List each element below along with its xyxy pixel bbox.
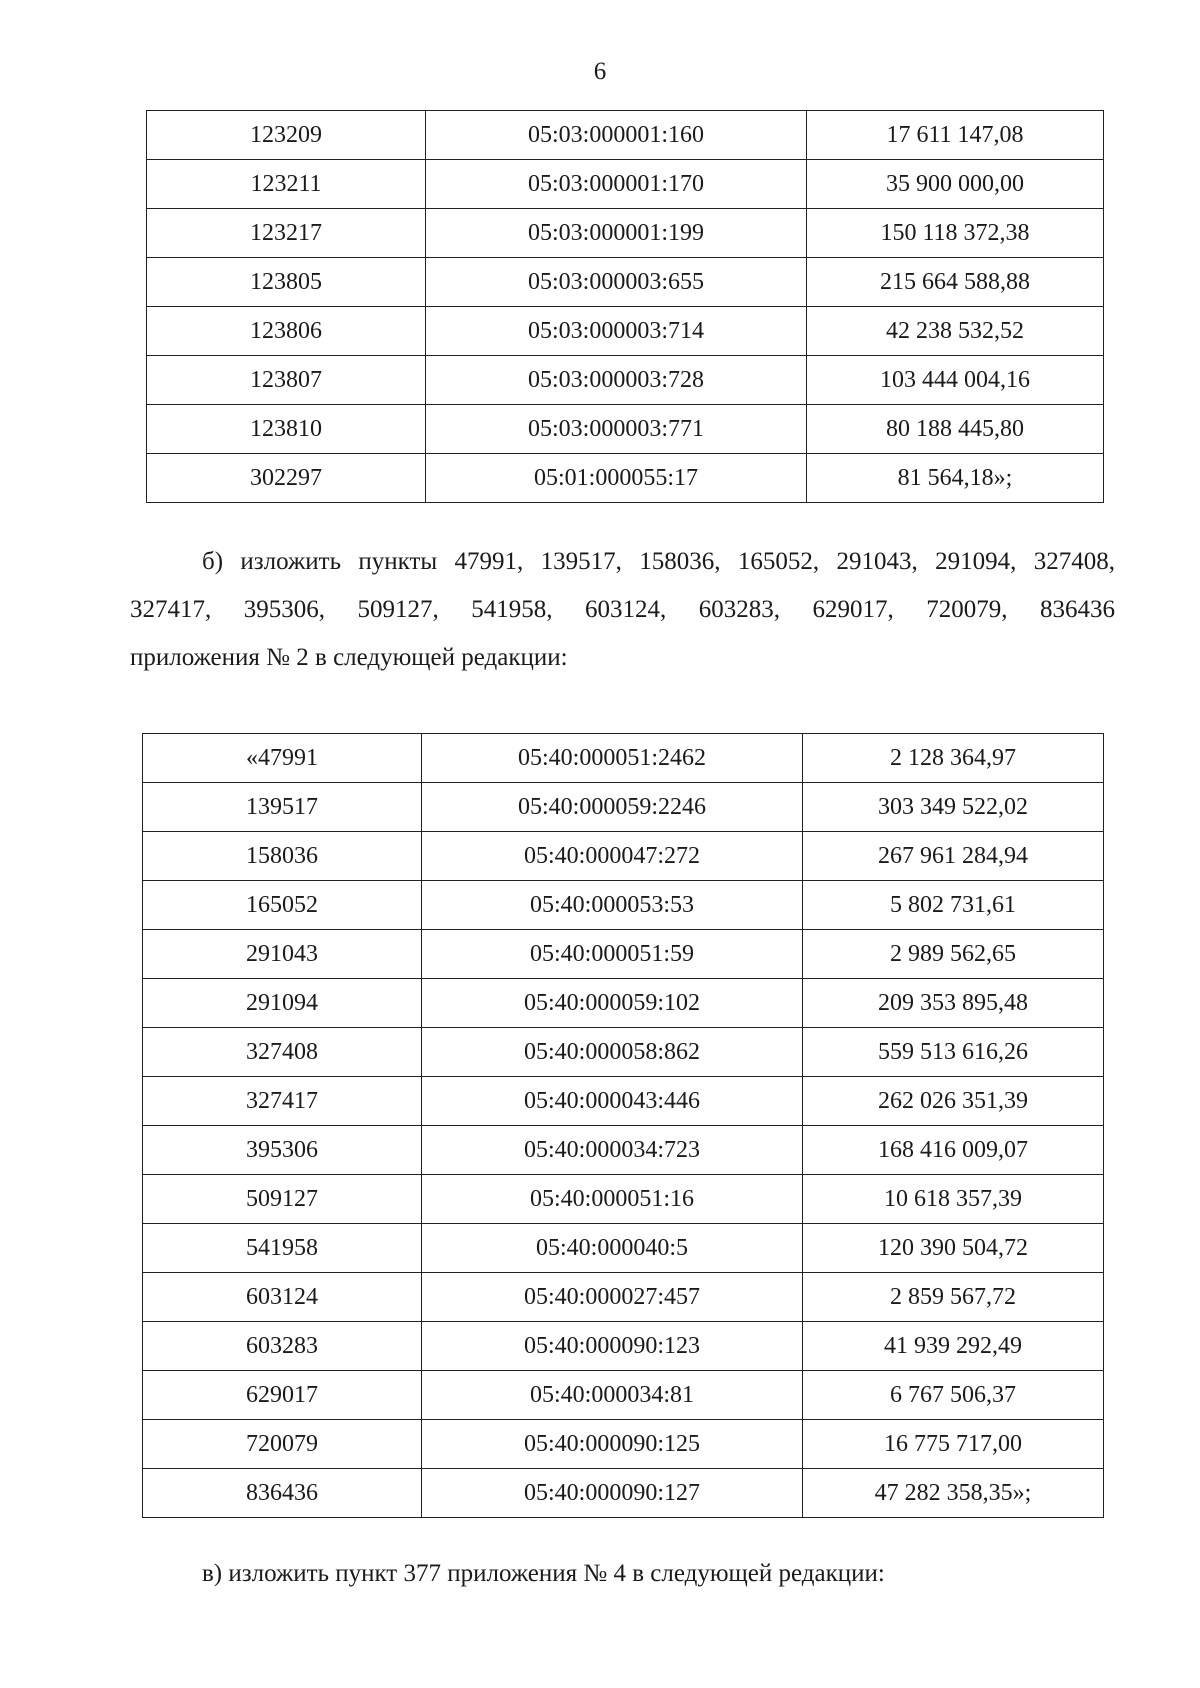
row-number-cell: 629017 xyxy=(143,1371,422,1420)
table-row xyxy=(143,1077,1104,1126)
cadastral-value-cell: 2 989 562,65 xyxy=(803,930,1104,979)
cadastral-number-cell: 05:40:000059:2246 xyxy=(422,783,803,832)
table-row xyxy=(143,1469,1104,1518)
cadastral-number-cell: 05:40:000051:59 xyxy=(422,930,803,979)
table-row xyxy=(143,734,1104,783)
row-number-cell: 541958 xyxy=(143,1224,422,1273)
cadastral-value-cell: 47 282 358,35»; xyxy=(803,1469,1104,1518)
cadastral-number-cell: 05:40:000027:457 xyxy=(422,1273,803,1322)
cadastral-value-cell: 120 390 504,72 xyxy=(803,1224,1104,1273)
cadastral-number-cell: 05:40:000043:446 xyxy=(422,1077,803,1126)
cadastral-number-cell: 05:40:000090:127 xyxy=(422,1469,803,1518)
cadastral-value-cell: 80 188 445,80 xyxy=(807,405,1104,454)
row-number-cell: 123807 xyxy=(147,356,426,405)
row-number-cell: 291043 xyxy=(143,930,422,979)
cadastral-value-table-2 xyxy=(142,733,1104,1518)
cadastral-value-cell: 150 118 372,38 xyxy=(807,209,1104,258)
cadastral-number-cell: 05:40:000090:123 xyxy=(422,1322,803,1371)
cadastral-value-cell: 41 939 292,49 xyxy=(803,1322,1104,1371)
cadastral-value-cell: 81 564,18»; xyxy=(807,454,1104,503)
table-row xyxy=(143,881,1104,930)
table-body xyxy=(147,111,1104,503)
table-row xyxy=(147,258,1104,307)
table-row xyxy=(143,832,1104,881)
cadastral-number-cell: 05:40:000047:272 xyxy=(422,832,803,881)
cadastral-number-cell: 05:03:000001:199 xyxy=(426,209,807,258)
row-number-cell: 123209 xyxy=(147,111,426,160)
cadastral-number-cell: 05:03:000003:728 xyxy=(426,356,807,405)
row-number-cell: 327417 xyxy=(143,1077,422,1126)
row-number-cell: 509127 xyxy=(143,1175,422,1224)
paragraph-b-line-2: 327417, 395306, 509127, 541958, 603124, 603283, 629017, 720079, 836436 xyxy=(130,596,1115,623)
table-row xyxy=(143,1175,1104,1224)
row-number-cell: 327408 xyxy=(143,1028,422,1077)
paragraph-b xyxy=(130,538,1115,682)
table-row xyxy=(143,1420,1104,1469)
page-number: 6 xyxy=(593,58,607,85)
row-number-cell: 291094 xyxy=(143,979,422,1028)
cadastral-number-cell: 05:40:000051:2462 xyxy=(422,734,803,783)
table-row xyxy=(143,1126,1104,1175)
table-row xyxy=(147,160,1104,209)
row-number-cell: 123806 xyxy=(147,307,426,356)
table-row xyxy=(147,111,1104,160)
cadastral-number-cell: 05:03:000001:170 xyxy=(426,160,807,209)
cadastral-number-cell: 05:03:000003:771 xyxy=(426,405,807,454)
table-row xyxy=(147,405,1104,454)
row-number-cell: 158036 xyxy=(143,832,422,881)
cadastral-number-cell: 05:03:000003:714 xyxy=(426,307,807,356)
table-row xyxy=(143,1028,1104,1077)
table-row xyxy=(143,1273,1104,1322)
row-number-cell: 123810 xyxy=(147,405,426,454)
row-number-cell: «47991 xyxy=(143,734,422,783)
row-number-cell: 302297 xyxy=(147,454,426,503)
table-row xyxy=(143,1224,1104,1273)
table-row xyxy=(143,783,1104,832)
cadastral-number-cell: 05:40:000040:5 xyxy=(422,1224,803,1273)
row-number-cell: 123805 xyxy=(147,258,426,307)
cadastral-value-cell: 2 859 567,72 xyxy=(803,1273,1104,1322)
table-row xyxy=(143,1371,1104,1420)
cadastral-number-cell: 05:40:000034:723 xyxy=(422,1126,803,1175)
cadastral-number-cell: 05:40:000034:81 xyxy=(422,1371,803,1420)
cadastral-value-cell: 5 802 731,61 xyxy=(803,881,1104,930)
cadastral-value-cell: 209 353 895,48 xyxy=(803,979,1104,1028)
row-number-cell: 123217 xyxy=(147,209,426,258)
cadastral-value-cell: 215 664 588,88 xyxy=(807,258,1104,307)
cadastral-number-cell: 05:40:000051:16 xyxy=(422,1175,803,1224)
table-row xyxy=(143,979,1104,1028)
table-row xyxy=(143,1322,1104,1371)
row-number-cell: 395306 xyxy=(143,1126,422,1175)
cadastral-value-cell: 2 128 364,97 xyxy=(803,734,1104,783)
table-row xyxy=(147,454,1104,503)
cadastral-value-cell: 559 513 616,26 xyxy=(803,1028,1104,1077)
table-row xyxy=(147,307,1104,356)
row-number-cell: 603283 xyxy=(143,1322,422,1371)
row-number-cell: 603124 xyxy=(143,1273,422,1322)
cadastral-value-table-1 xyxy=(146,110,1104,503)
cadastral-number-cell: 05:40:000059:102 xyxy=(422,979,803,1028)
row-number-cell: 720079 xyxy=(143,1420,422,1469)
paragraph-b-line-1: б) изложить пункты 47991, 139517, 158036, 165052, 291043, 291094, 327408, xyxy=(202,548,1115,575)
cadastral-number-cell: 05:03:000001:160 xyxy=(426,111,807,160)
cadastral-number-cell: 05:40:000053:53 xyxy=(422,881,803,930)
cadastral-value-cell: 168 416 009,07 xyxy=(803,1126,1104,1175)
cadastral-value-cell: 10 618 357,39 xyxy=(803,1175,1104,1224)
cadastral-value-cell: 103 444 004,16 xyxy=(807,356,1104,405)
table-row xyxy=(143,930,1104,979)
row-number-cell: 139517 xyxy=(143,783,422,832)
cadastral-value-cell: 303 349 522,02 xyxy=(803,783,1104,832)
cadastral-value-cell: 267 961 284,94 xyxy=(803,832,1104,881)
cadastral-number-cell: 05:40:000058:862 xyxy=(422,1028,803,1077)
cadastral-number-cell: 05:40:000090:125 xyxy=(422,1420,803,1469)
paragraph-b-line-3: приложения № 2 в следующей редакции: xyxy=(130,644,568,671)
table-row xyxy=(147,356,1104,405)
cadastral-value-cell: 17 611 147,08 xyxy=(807,111,1104,160)
cadastral-value-cell: 6 767 506,37 xyxy=(803,1371,1104,1420)
paragraph-v: в) изложить пункт 377 приложения № 4 в следующей редакции: xyxy=(202,1560,885,1587)
cadastral-value-cell: 35 900 000,00 xyxy=(807,160,1104,209)
cadastral-value-cell: 262 026 351,39 xyxy=(803,1077,1104,1126)
row-number-cell: 836436 xyxy=(143,1469,422,1518)
cadastral-number-cell: 05:01:000055:17 xyxy=(426,454,807,503)
row-number-cell: 165052 xyxy=(143,881,422,930)
table-body xyxy=(143,734,1104,1518)
cadastral-number-cell: 05:03:000003:655 xyxy=(426,258,807,307)
row-number-cell: 123211 xyxy=(147,160,426,209)
cadastral-value-cell: 42 238 532,52 xyxy=(807,307,1104,356)
table-row xyxy=(147,209,1104,258)
cadastral-value-cell: 16 775 717,00 xyxy=(803,1420,1104,1469)
